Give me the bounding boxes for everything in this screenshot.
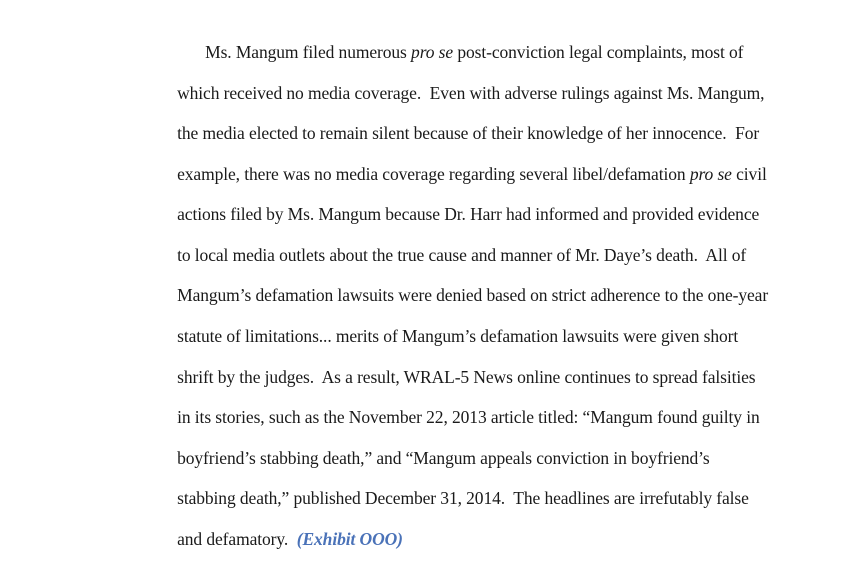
line-2-text: which received no media coverage. Even with adverse rulings against Ms. Mangum, bbox=[177, 83, 765, 103]
line-3-text: the media elected to remain silent because of their knowledge of her innocence. For bbox=[177, 123, 760, 143]
paragraph-line-12 bbox=[160, 459, 749, 508]
paragraph-line-3 bbox=[160, 94, 760, 143]
line-7-text: Mangum’s defamation lawsuits were denied based on strict adherence to the one-year bbox=[177, 285, 769, 305]
paragraph-line-11 bbox=[160, 419, 710, 468]
paragraph-line-13 bbox=[160, 500, 403, 549]
line-4-text-b: civil bbox=[731, 164, 767, 184]
line-13-text: and defamatory. bbox=[177, 529, 297, 549]
paragraph-line-10 bbox=[160, 378, 760, 427]
line-8-text: statute of limitations... merits of Mangum’s defamation lawsuits were given short bbox=[177, 326, 739, 346]
paragraph-line-9 bbox=[160, 338, 756, 387]
line-10-text: in its stories, such as the November 22, 2013 article titled: “Mangum found guilty in bbox=[177, 407, 760, 427]
line-6-text: to local media outlets about the true cause and manner of Mr. Daye’s death. All of bbox=[177, 245, 747, 265]
paragraph-line-7 bbox=[160, 256, 769, 305]
pro-se-italic: pro se bbox=[411, 42, 454, 62]
paragraph-line-2 bbox=[160, 54, 765, 103]
paragraph-line-6 bbox=[160, 216, 747, 265]
line-11-text: boyfriend’s stabbing death,” and “Mangum appeals conviction in boyfriend’s bbox=[177, 448, 710, 468]
line-9-text: shrift by the judges. As a result, WRAL-5 News online continues to spread falsities bbox=[177, 367, 756, 387]
line-4-text-a: example, there was no media coverage regarding several libel/defamation bbox=[177, 164, 690, 184]
line-5-text: actions filed by Ms. Mangum because Dr. Harr had informed and provided evidence bbox=[177, 204, 760, 224]
document-page bbox=[160, 0, 780, 549]
line-1-text-b: post-conviction legal complaints, most of bbox=[453, 42, 744, 62]
line-1-text-a: Ms. Mangum filed numerous bbox=[205, 42, 412, 62]
paragraph-line-8 bbox=[160, 297, 739, 346]
line-12-text: stabbing death,” published December 31, 2014. The headlines are irrefutably false bbox=[177, 488, 749, 508]
paragraph-line-1 bbox=[188, 13, 744, 62]
pro-se-italic: pro se bbox=[689, 164, 732, 184]
exhibit-ooo-link[interactable]: (Exhibit OOO) bbox=[296, 529, 403, 549]
paragraph-line-4 bbox=[160, 135, 767, 184]
paragraph-line-5 bbox=[160, 175, 760, 224]
